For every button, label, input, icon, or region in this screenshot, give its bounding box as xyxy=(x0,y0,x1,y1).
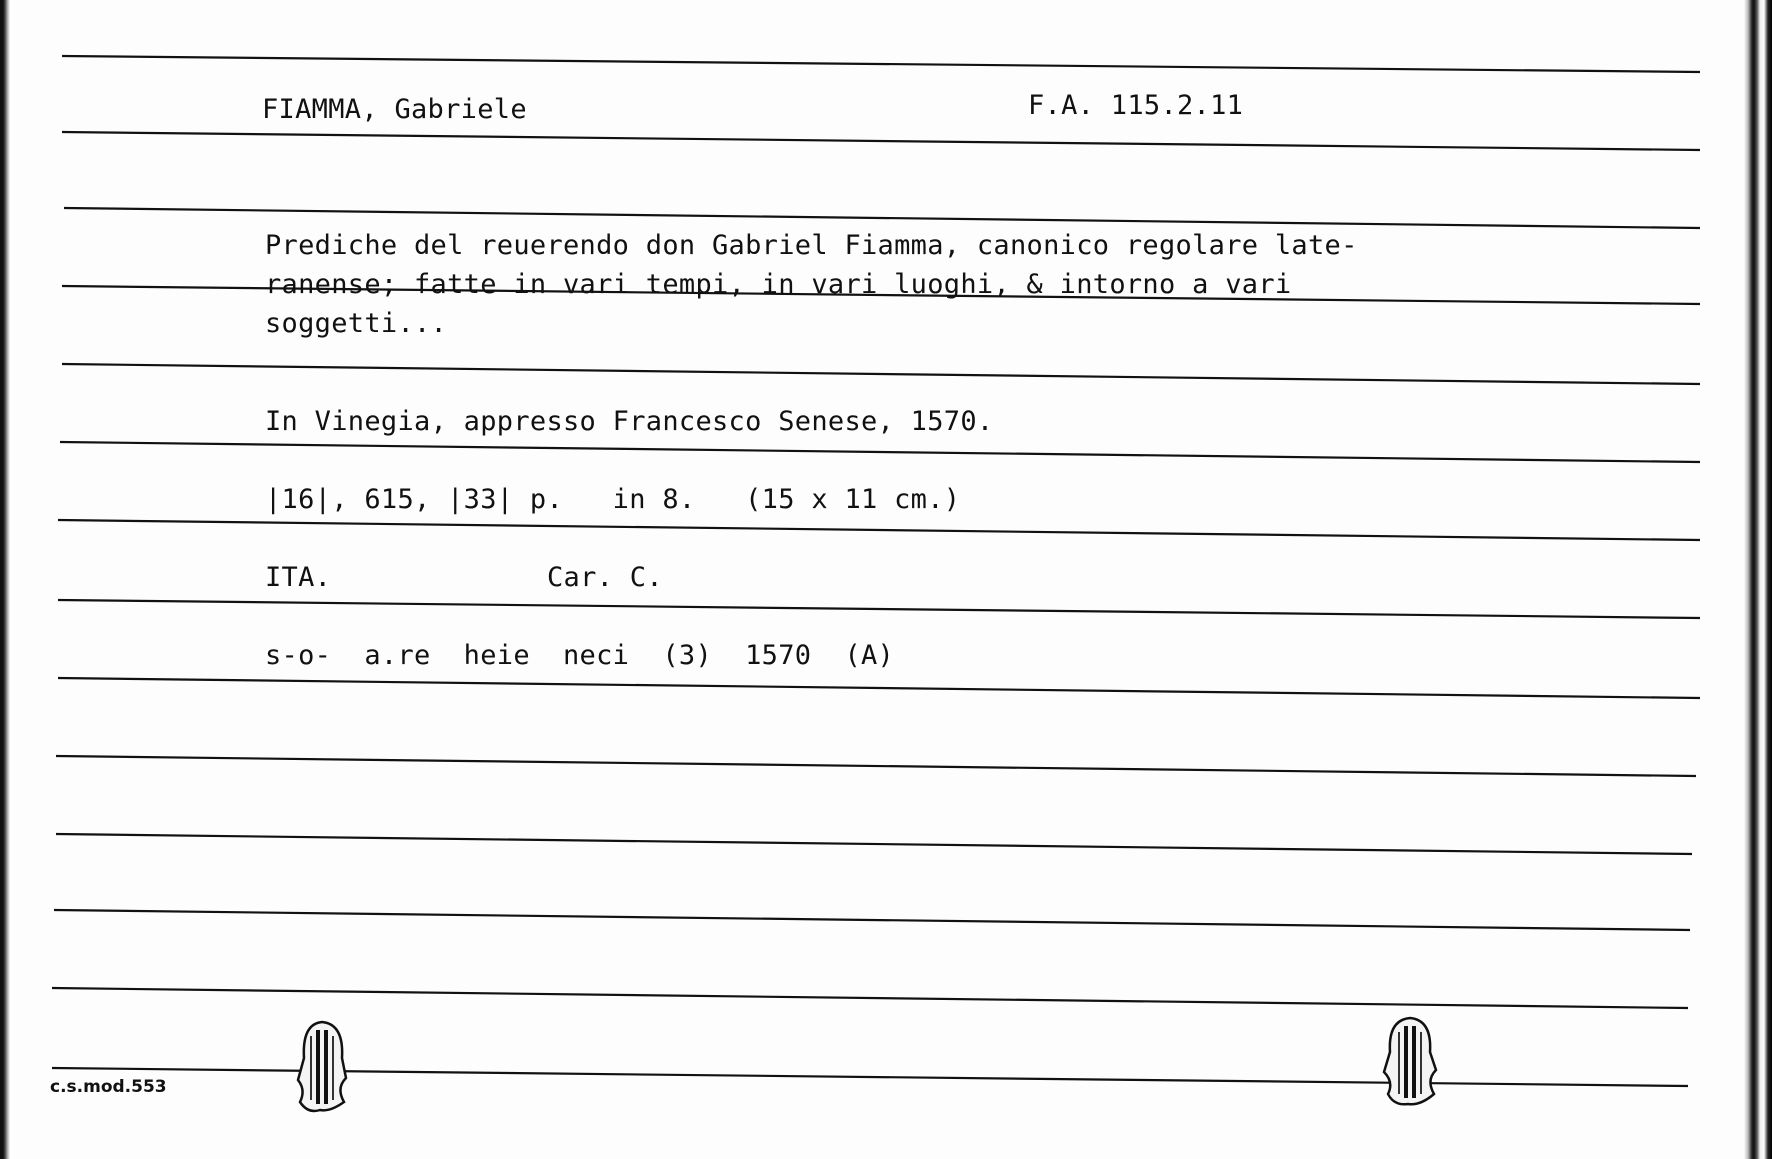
language: ITA. xyxy=(265,562,332,593)
punch-hole-icon xyxy=(290,1018,354,1114)
title-line: ranense; fatte in vari tempi, in vari luoghi, & intorno a vari xyxy=(265,269,1292,300)
imprint: In Vinegia, appresso Francesco Senese, 1570. xyxy=(265,406,994,437)
collation: |16|, 615, |33| p. in 8. (15 x 11 cm.) xyxy=(265,484,961,515)
punch-hole-icon xyxy=(1378,1014,1442,1110)
typeface: Car. C. xyxy=(547,562,663,593)
title-line: soggetti... xyxy=(265,308,448,339)
author-heading: FIAMMA, Gabriele xyxy=(262,94,527,125)
fingerprint: s-o- a.re heie neci (3) 1570 (A) xyxy=(265,640,895,671)
shelfmark: F.A. 115.2.11 xyxy=(1028,90,1244,121)
title-line: Prediche del reuerendo don Gabriel Fiamma, canonico regolare late- xyxy=(265,230,1358,261)
form-code: c.s.mod.553 xyxy=(50,1077,167,1097)
